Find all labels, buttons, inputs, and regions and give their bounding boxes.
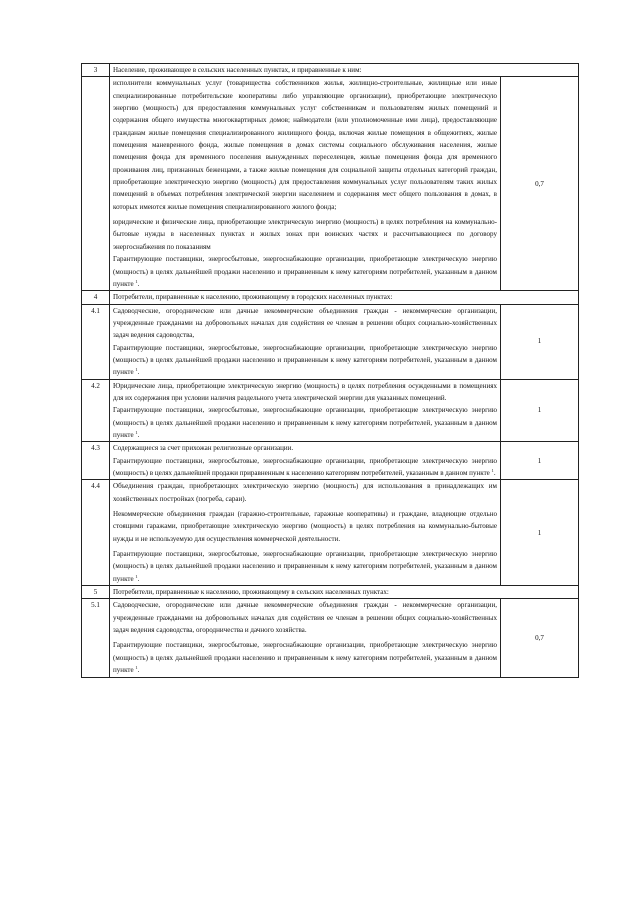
paragraph-text: Гарантирующие поставщики, энергосбытовые, энергоснабжающие организации, приобретающие электрическую энергию (мощность) в целях дальнейшей продажи приравненным к населению категориям потребителей, указанным в данном пункте	[113, 456, 497, 477]
paragraph-text: Гарантирующие поставщики, энергосбытовые, энергоснабжающие организации, приобретающие электрическую энергию (мощность) в целях дальнейшей продажи населению и приравненным к нему категориям потребителей, указанным в данном пункте	[113, 641, 497, 675]
paragraph: Юридические лица, приобретающие электрическую энергию (мощность) в целях потребления осужденными в помещениях для их содержания при условии наличия раздельного учета электрической энергии для указанных помещений.	[113, 381, 497, 402]
section-header: Потребители, приравненные к населению, проживающему в городских населенных пунктах:	[110, 291, 579, 304]
paragraph	[113, 455, 497, 480]
table-row-4-4	[82, 480, 579, 586]
table-row-3	[82, 64, 579, 77]
paragraph	[113, 639, 497, 676]
row-number-empty	[82, 77, 110, 291]
row-number: 5	[82, 586, 110, 599]
row-description	[110, 480, 501, 586]
row-description	[110, 599, 501, 677]
table-row-3-body	[82, 77, 579, 291]
paragraph-end: .	[137, 430, 140, 439]
table-row-4	[82, 291, 579, 304]
table-row-4-3	[82, 442, 579, 480]
row-number: 4.1	[82, 304, 110, 379]
row-number: 4.2	[82, 379, 110, 442]
row-description	[110, 379, 501, 442]
row-number: 5.1	[82, 599, 110, 677]
row-number: 4.4	[82, 480, 110, 586]
row-number: 4	[82, 291, 110, 304]
paragraph: юридические и физические лица, приобретающие электрическую энергию (мощность) в целях потребления на коммунально-бытовые нужды в населенных пунктах и жилых зонах при воинских частях и рассчитывающиеся по договору энергоснабжения по показаниям	[113, 218, 497, 251]
paragraph-end: .	[137, 279, 140, 288]
paragraph-text: Гарантирующие поставщики, энергосбытовые, энергоснабжающие организации, приобретающие электрическую энергию (мощность) в целях дальнейшей продажи населению и приравненным к нему категориям потребителей, указанным в данном пункте	[113, 255, 497, 288]
paragraph	[113, 342, 497, 379]
row-number: 4.3	[82, 442, 110, 480]
footnote-marker: 1	[135, 665, 138, 671]
row-description	[110, 77, 501, 291]
footnote-marker: 1	[135, 278, 138, 284]
paragraph-text: Гарантирующие поставщики, энергосбытовые, энергоснабжающие организации, приобретающие электрическую энергию (мощность) в целях дальнейшей продажи населению и приравненным к нему категориям потребителей, указанным в данном пункте	[113, 550, 497, 583]
row-description	[110, 442, 501, 480]
footnote-marker: 1	[491, 468, 494, 473]
paragraph	[113, 404, 497, 441]
table-row-4-2	[82, 379, 579, 442]
coefficient-value: 1	[501, 379, 579, 442]
coefficient-value: 1	[501, 442, 579, 480]
paragraph: Садоводческие, огороднические или дачные некоммерческие объединения граждан - некоммерческие организации, учрежденные гражданами на добровольных началах для содействия ее членам в решении общих социально-хозяйственных задач ведения садоводства,	[113, 306, 497, 340]
paragraph: Объединения граждан, приобретающих электрическую энергию (мощность) для использования в принадлежащих им хозяйственных постройках (погреба, сараи).	[113, 482, 497, 503]
row-description	[110, 304, 501, 379]
paragraph-end: .	[137, 368, 140, 377]
coefficient-value: 1	[501, 480, 579, 586]
paragraph-text: Гарантирующие поставщики, энергосбытовые, энергоснабжающие организации, приобретающие электрическую энергию (мощность) в целях дальнейшей продажи населению и приравненным к нему категориям потребителей, указанным в данном пункте	[113, 406, 497, 439]
coefficient-value: 0,7	[501, 599, 579, 677]
coefficient-value: 0,7	[501, 77, 579, 291]
row-number: 3	[82, 64, 110, 77]
table-row-5	[82, 586, 579, 599]
paragraph-end: .	[137, 666, 140, 675]
section-header: Потребители, приравненные к населению, проживающему в сельских населенных пунктах:	[110, 586, 579, 599]
paragraph	[113, 548, 497, 585]
paragraph-end: .	[137, 574, 140, 583]
paragraph: исполнители коммунальных услуг (товарищества собственников жилья, жилищно-строительные, жилищные или иные специализированные потребительские кооперативы либо управляющие организации), приобретающие электрическую энергию (мощность) для предоставления коммунальных услуг собственникам и пользователям жилых помещений и содержания общего имущества многоквартирных домов; наймодатели (или уполномоченные ими лица), предоставляющие гражданам жилые помещения специализированного жилищного фонда, включая жилые помещения в общежитиях, жилые помещения маневренного фонда, жилые помещения в домах системы социального обслуживания населения, жилые помещения фонда для временного поселения вынужденных переселенцев, жилые помещения фонда для временного проживания лиц, признанных беженцами, а также жилые помещения для социальной защиты отдельных категорий граждан, приобретающие электрическую энергию (мощность) для предоставления коммунальных услуг пользователям таких жилых помещений в объемах потребления электрической энергии населением и содержания мест общего пользования в домах, в которых имеются жилые помещения специализированного жилого фонда;	[113, 79, 497, 211]
paragraph	[113, 253, 497, 290]
paragraph-text: Гарантирующие поставщики, энергосбытовые, энергоснабжающие организации, приобретающие электрическую энергию (мощность) в целях дальнейшей продажи населению и приравненным к нему категориям потребителей, указанным в данном пункте	[113, 343, 497, 377]
footnote-marker: 1	[135, 367, 138, 373]
coefficient-value: 1	[501, 304, 579, 379]
paragraph: Садоводческие, огороднические или дачные некоммерческие объединения граждан - некоммерческие организации, учрежденные гражданами на добровольных началах для содействия ее членам в решении общих социально-хозяйственных задач ведения садоводства, огородничества и дачного хозяйства.	[113, 601, 497, 635]
section-header: Население, проживающее в сельских населенных пунктах, и приравненные к ним:	[110, 64, 579, 77]
table-row-4-1	[82, 304, 579, 379]
paragraph: Содержащиеся за счет прихожан религиозные организации.	[113, 444, 294, 453]
footnote-marker: 1	[135, 573, 138, 579]
tariff-table	[81, 63, 579, 678]
table-row-5-1	[82, 599, 579, 677]
paragraph-end: .	[493, 469, 496, 477]
paragraph: Некоммерческие объединения граждан (гаражно-строительные, гаражные кооперативы) и граждане, владеющие отдельно стоящими гаражами, приобретающие электрическую энергию (мощность) в целях потребления на коммунально-бытовые нужды и не используемую для осуществления коммерческой деятельности.	[113, 510, 497, 543]
footnote-marker: 1	[135, 429, 138, 435]
